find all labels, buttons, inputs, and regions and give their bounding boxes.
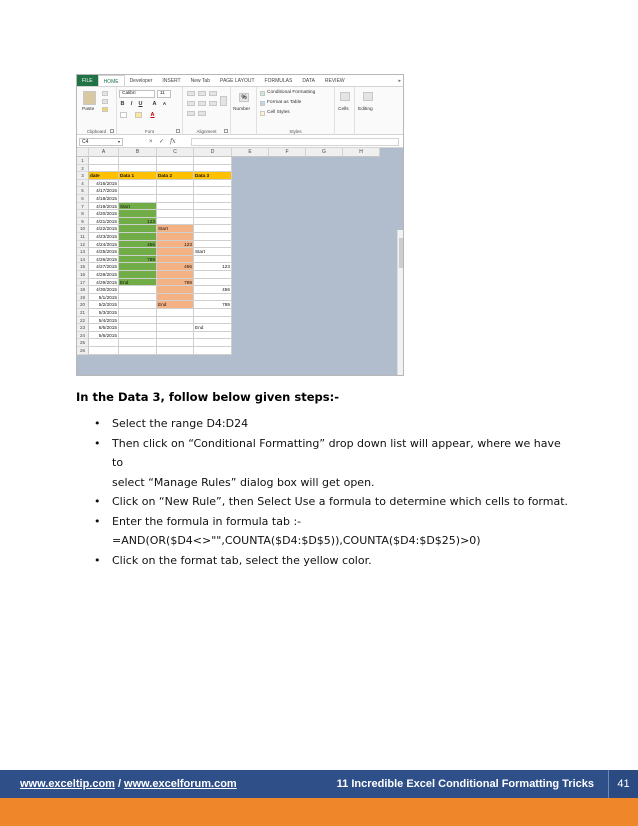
excel-screenshot: [76, 74, 404, 376]
step-text: Click on the format tab, select the yellow color.: [112, 553, 372, 567]
cells-icon[interactable]: [340, 92, 350, 101]
table-cell[interactable]: 4/19/2015: [89, 203, 119, 211]
number-button[interactable]: Number: [233, 107, 251, 112]
tab-insert[interactable]: INSERT: [162, 78, 181, 84]
table-cell[interactable]: 4/29/2015: [89, 279, 119, 287]
table-cell[interactable]: [194, 256, 232, 264]
table-cell[interactable]: [119, 225, 157, 233]
formula-bar: [77, 136, 403, 148]
row-header[interactable]: 10: [77, 225, 89, 233]
column-header[interactable]: B: [119, 148, 157, 157]
conditional-formatting-button[interactable]: Conditional Formatting: [267, 90, 316, 95]
tab-formulas[interactable]: FORMULAS: [264, 78, 293, 84]
group-label-font: Font: [144, 129, 154, 134]
font-color-icon[interactable]: A: [150, 112, 155, 118]
align-right-icon[interactable]: [209, 101, 217, 106]
table-cell[interactable]: [119, 248, 157, 256]
table-cell[interactable]: [89, 347, 119, 355]
row-header[interactable]: 7: [77, 203, 89, 211]
table-cell[interactable]: [194, 225, 232, 233]
footer-band: [0, 798, 638, 826]
column-header[interactable]: A: [89, 148, 119, 157]
table-cell[interactable]: [157, 317, 194, 325]
group-clipboard: [77, 87, 117, 135]
row-header[interactable]: 14: [77, 256, 89, 264]
table-cell[interactable]: [194, 180, 232, 188]
row-header[interactable]: 20: [77, 301, 89, 309]
table-cell[interactable]: [119, 317, 157, 325]
row-header[interactable]: 5: [77, 187, 89, 195]
table-cell[interactable]: [157, 180, 194, 188]
table-cell[interactable]: [194, 279, 232, 287]
step-item: [94, 434, 574, 493]
table-cell[interactable]: [119, 332, 157, 340]
row-header[interactable]: 2: [77, 165, 89, 173]
table-cell[interactable]: 5/5/2015: [89, 324, 119, 332]
row-header[interactable]: 4: [77, 180, 89, 188]
table-cell[interactable]: 123: [119, 218, 157, 226]
scrollbar-thumb[interactable]: [399, 238, 403, 268]
wrap-text-icon[interactable]: [198, 111, 206, 116]
table-cell[interactable]: [194, 317, 232, 325]
percent-icon[interactable]: %: [239, 93, 249, 102]
table-cell[interactable]: Start: [119, 203, 157, 211]
dialog-launcher-icon[interactable]: [110, 129, 114, 133]
table-cell[interactable]: 456: [119, 241, 157, 249]
step-item: [94, 512, 574, 551]
row-header[interactable]: 9: [77, 218, 89, 226]
conditional-formatting-icon: [260, 91, 265, 96]
table-cell[interactable]: [89, 165, 119, 173]
format-as-table-icon: [260, 101, 265, 106]
tab-new-tab[interactable]: New Tab: [190, 78, 210, 84]
step-text: Click on “New Rule”, then Select Use a formula to determine which cells to format.: [112, 495, 569, 508]
ribbon-tabs: [77, 75, 403, 87]
table-cell[interactable]: 789: [119, 256, 157, 264]
table-cell[interactable]: [157, 210, 194, 218]
underline-icon[interactable]: U: [138, 101, 143, 107]
footer-links: [20, 770, 237, 798]
table-cell[interactable]: 789: [157, 279, 194, 287]
table-cell[interactable]: 5/6/2015: [89, 332, 119, 340]
table-cell[interactable]: [157, 233, 194, 241]
font-size-select[interactable]: 11: [157, 90, 171, 98]
fill-color-icon[interactable]: [135, 112, 142, 118]
table-cell[interactable]: [157, 195, 194, 203]
table-cell[interactable]: [119, 210, 157, 218]
tab-page-layout[interactable]: PAGE LAYOUT: [219, 78, 255, 84]
borders-icon[interactable]: [120, 112, 127, 118]
table-cell[interactable]: 4/22/2015: [89, 225, 119, 233]
table-cell[interactable]: 4/20/2015: [89, 210, 119, 218]
table-cell[interactable]: Data 3: [194, 172, 232, 180]
group-editing: [355, 87, 381, 135]
table-cell[interactable]: [194, 294, 232, 302]
table-cell[interactable]: 4/23/2015: [89, 233, 119, 241]
merge-icon[interactable]: [220, 96, 227, 106]
table-cell[interactable]: 4/30/2015: [89, 286, 119, 294]
table-cell[interactable]: [157, 157, 194, 165]
table-cell[interactable]: 4/26/2015: [89, 256, 119, 264]
table-cell[interactable]: [119, 294, 157, 302]
page-number: 41: [608, 770, 638, 798]
table-cell[interactable]: [119, 180, 157, 188]
step-item: [94, 551, 574, 571]
step-text: Enter the formula in formula tab :-: [112, 514, 302, 528]
row-header[interactable]: 6: [77, 195, 89, 203]
table-cell[interactable]: 456: [157, 263, 194, 271]
editing-button[interactable]: Editing: [358, 107, 373, 112]
row-header[interactable]: 24: [77, 332, 89, 340]
table-cell[interactable]: date: [89, 172, 119, 180]
table-cell[interactable]: [157, 203, 194, 211]
align-top-icon[interactable]: [187, 91, 195, 96]
row-header[interactable]: 13: [77, 248, 89, 256]
indent-icon[interactable]: [187, 111, 195, 116]
group-number: [231, 87, 257, 135]
table-cell[interactable]: [157, 347, 194, 355]
column-header[interactable]: H: [343, 148, 380, 157]
group-label-clipboard: Clipboard: [86, 129, 107, 134]
row-header[interactable]: 12: [77, 241, 89, 249]
table-cell[interactable]: 4/27/2015: [89, 263, 119, 271]
step-continuation: =AND(OR($D4<>"",COUNTA($D4:$D$5)),COUNTA($D4:$D$25)>0): [112, 534, 481, 547]
cells-button[interactable]: Cells: [338, 107, 349, 112]
table-cell[interactable]: [194, 157, 232, 165]
grow-font-icon[interactable]: A: [152, 101, 157, 107]
table-cell[interactable]: [194, 309, 232, 317]
table-cell[interactable]: End: [194, 324, 232, 332]
table-cell[interactable]: [119, 271, 157, 279]
chevron-down-icon[interactable]: ▾: [117, 139, 120, 144]
group-font: [117, 87, 183, 135]
column-header[interactable]: F: [269, 148, 306, 157]
table-cell[interactable]: [119, 347, 157, 355]
table-cell[interactable]: [119, 263, 157, 271]
table-cell[interactable]: Start: [157, 225, 194, 233]
row-header[interactable]: 3: [77, 172, 89, 180]
column-header[interactable]: D: [194, 148, 232, 157]
table-cell[interactable]: [194, 195, 232, 203]
step-continuation: select “Manage Rules” dialog box will get open.: [112, 475, 375, 489]
table-cell[interactable]: [157, 294, 194, 302]
table-cell[interactable]: [194, 332, 232, 340]
table-cell[interactable]: 5/1/2015: [89, 294, 119, 302]
table-cell[interactable]: [119, 339, 157, 347]
table-cell[interactable]: Data 2: [157, 172, 194, 180]
table-cell[interactable]: [119, 187, 157, 195]
table-cell[interactable]: [194, 241, 232, 249]
table-cell[interactable]: [157, 309, 194, 317]
table-cell[interactable]: [157, 332, 194, 340]
group-alignment: [183, 87, 231, 135]
table-cell[interactable]: 789: [194, 301, 232, 309]
table-cell[interactable]: 4/21/2015: [89, 218, 119, 226]
insert-function-icon[interactable]: fx: [170, 138, 176, 145]
row-header[interactable]: 18: [77, 286, 89, 294]
table-cell[interactable]: [194, 233, 232, 241]
row-header[interactable]: 21: [77, 309, 89, 317]
footer-separator: /: [117, 778, 122, 790]
vertical-scrollbar[interactable]: [397, 230, 403, 376]
section-heading: In the Data 3, follow below given steps:-: [76, 390, 339, 404]
table-cell[interactable]: End: [119, 279, 157, 287]
group-label-alignment: Alignment: [196, 129, 217, 134]
tab-developer[interactable]: Developer: [129, 78, 153, 84]
table-cell[interactable]: 4/28/2015: [89, 271, 119, 279]
dialog-launcher-icon[interactable]: [176, 129, 180, 133]
excelforum-link[interactable]: www.excelforum.com: [124, 778, 237, 790]
group-cells: [335, 87, 355, 135]
group-label-styles: Styles: [289, 129, 302, 134]
format-painter-icon[interactable]: [102, 107, 108, 112]
page-footer: [0, 770, 638, 798]
row-header[interactable]: 22: [77, 317, 89, 325]
table-cell[interactable]: 5/2/2015: [89, 301, 119, 309]
table-cell[interactable]: [157, 218, 194, 226]
table-cell[interactable]: 4/24/2015: [89, 241, 119, 249]
table-cell[interactable]: 123: [194, 263, 232, 271]
tab-review[interactable]: REVIEW: [324, 78, 345, 84]
table-cell[interactable]: [157, 256, 194, 264]
table-cell[interactable]: End: [157, 301, 194, 309]
dialog-launcher-icon[interactable]: [224, 129, 228, 133]
name-box[interactable]: [79, 138, 123, 146]
row-header[interactable]: 11: [77, 233, 89, 241]
paste-button[interactable]: Paste: [82, 107, 95, 112]
table-cell[interactable]: [119, 309, 157, 317]
table-cell[interactable]: [119, 165, 157, 173]
table-cell[interactable]: Start: [194, 248, 232, 256]
format-as-table-button[interactable]: Format as Table: [267, 100, 302, 105]
table-cell[interactable]: [194, 271, 232, 279]
column-header[interactable]: E: [232, 148, 269, 157]
table-cell[interactable]: 4/16/2015: [89, 180, 119, 188]
tab-data[interactable]: DATA: [302, 78, 315, 84]
table-cell[interactable]: [194, 203, 232, 211]
row-header[interactable]: 19: [77, 294, 89, 302]
ribbon-scroll-icon[interactable]: ▸: [398, 78, 401, 84]
bold-icon[interactable]: B: [120, 101, 125, 107]
shrink-font-icon[interactable]: A: [162, 101, 167, 106]
table-cell[interactable]: [119, 301, 157, 309]
cut-icon[interactable]: [102, 91, 108, 96]
font-name-select[interactable]: Calibri: [119, 90, 155, 98]
copy-icon[interactable]: [102, 99, 108, 104]
italic-icon[interactable]: I: [130, 101, 133, 107]
table-cell[interactable]: [119, 233, 157, 241]
cancel-icon[interactable]: ×: [149, 139, 153, 145]
step-text: Then click on “Conditional Formatting” drop down list will appear, where we have to: [112, 436, 561, 469]
exceltip-link[interactable]: www.exceltip.com: [20, 778, 115, 790]
table-cell[interactable]: 4/17/2015: [89, 187, 119, 195]
table-cell[interactable]: 4/25/2015: [89, 248, 119, 256]
table-cell[interactable]: 5/3/2015: [89, 309, 119, 317]
table-cell[interactable]: 5/4/2015: [89, 317, 119, 325]
row-header[interactable]: 26: [77, 347, 89, 355]
table-cell[interactable]: [157, 248, 194, 256]
paste-icon[interactable]: [83, 91, 96, 105]
table-cell[interactable]: [194, 210, 232, 218]
worksheet-grid: [77, 148, 403, 376]
row-header[interactable]: 25: [77, 339, 89, 347]
cell-styles-button[interactable]: Cell Styles: [267, 110, 290, 115]
editing-icon[interactable]: [363, 92, 373, 101]
table-cell[interactable]: [89, 339, 119, 347]
table-cell[interactable]: [157, 271, 194, 279]
table-cell[interactable]: [157, 324, 194, 332]
column-header[interactable]: G: [306, 148, 343, 157]
enter-icon[interactable]: ✓: [159, 139, 165, 145]
table-cell[interactable]: Data 1: [119, 172, 157, 180]
name-box-value: C4: [82, 139, 89, 145]
select-all-corner[interactable]: [77, 148, 89, 157]
cell-styles-icon: [260, 111, 265, 116]
table-cell[interactable]: 456: [194, 286, 232, 294]
steps-list: [94, 414, 574, 570]
table-cell[interactable]: [194, 339, 232, 347]
ribbon-home: [77, 87, 403, 135]
row-header[interactable]: 16: [77, 271, 89, 279]
align-middle-icon[interactable]: [198, 91, 206, 96]
align-bottom-icon[interactable]: [209, 91, 217, 96]
row-header[interactable]: 1: [77, 157, 89, 165]
table-cell[interactable]: [119, 157, 157, 165]
footer-title: 11 Incredible Excel Conditional Formatting Tricks: [336, 778, 594, 790]
table-cell[interactable]: [194, 165, 232, 173]
table-cell[interactable]: [89, 157, 119, 165]
align-left-icon[interactable]: [187, 101, 195, 106]
table-cell[interactable]: [194, 347, 232, 355]
row-header[interactable]: 23: [77, 324, 89, 332]
row-header[interactable]: 15: [77, 263, 89, 271]
tab-home[interactable]: HOME: [98, 75, 125, 86]
table-cell[interactable]: [119, 195, 157, 203]
tab-file[interactable]: FILE: [77, 75, 98, 86]
table-cell[interactable]: 4/18/2015: [89, 195, 119, 203]
table-cell[interactable]: [157, 187, 194, 195]
column-header[interactable]: C: [157, 148, 194, 157]
step-text: Select the range D4:D24: [112, 417, 249, 430]
table-cell[interactable]: [194, 187, 232, 195]
table-cell[interactable]: [194, 218, 232, 226]
formula-input[interactable]: [191, 138, 399, 146]
group-styles: [257, 87, 335, 135]
table-cell[interactable]: 123: [157, 241, 194, 249]
step-item: [94, 414, 574, 434]
table-cell[interactable]: [157, 286, 194, 294]
table-cell[interactable]: [119, 286, 157, 294]
align-center-icon[interactable]: [198, 101, 206, 106]
row-header[interactable]: 8: [77, 210, 89, 218]
row-header[interactable]: 17: [77, 279, 89, 287]
step-item: [94, 492, 574, 512]
table-cell[interactable]: [157, 165, 194, 173]
table-cell[interactable]: [119, 324, 157, 332]
table-cell[interactable]: [157, 339, 194, 347]
